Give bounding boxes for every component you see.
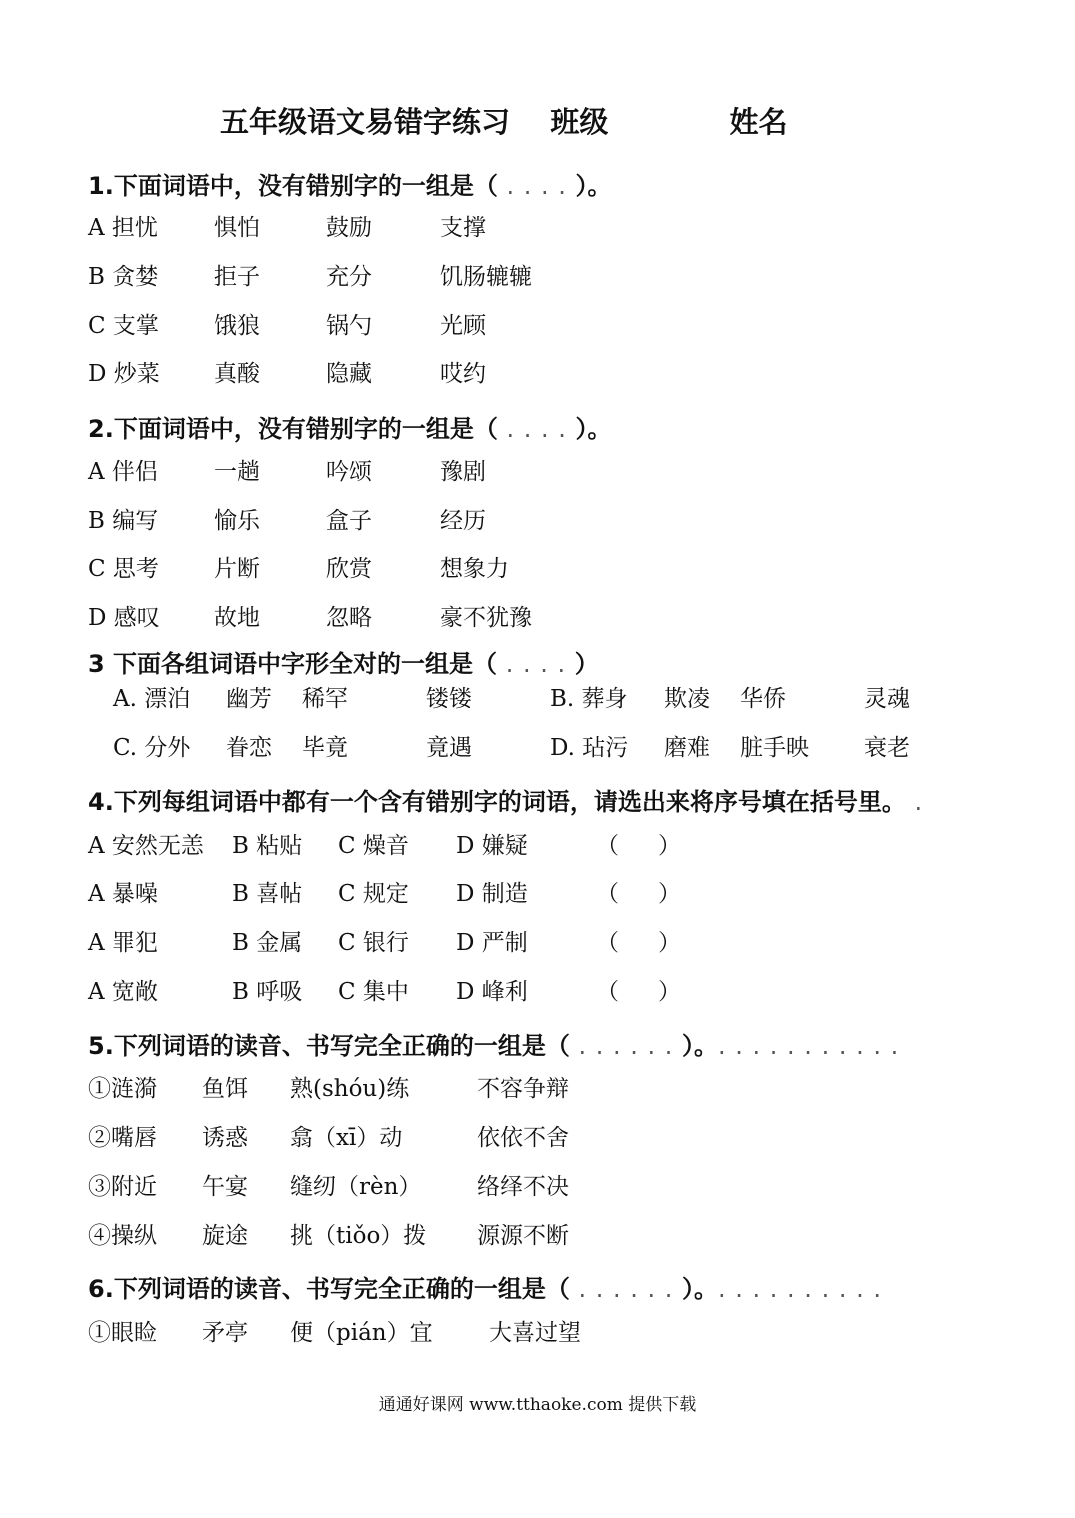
option-word: 欣赏	[326, 556, 372, 582]
option-word: 灵魂	[864, 686, 910, 712]
option-word: 饥肠辘辘	[440, 264, 532, 290]
option-word: 不容争辩	[477, 1076, 569, 1102]
option-word: ①涟漪	[88, 1076, 157, 1102]
question-1-tail: ）。	[575, 172, 612, 200]
option-word: C 燥音	[338, 833, 409, 859]
question-5-option-3	[0, 1170, 1075, 1204]
option-word: A 宽敞	[88, 979, 158, 1005]
answer-blank: . . . .	[497, 415, 576, 443]
option-word: 锅勺	[326, 313, 372, 339]
question-2-option-d	[0, 601, 1075, 635]
option-word: B 编写	[88, 508, 159, 534]
option-word: A 安然无恙	[88, 833, 204, 859]
question-4-prompt	[88, 782, 923, 817]
option-word: A 暴噪	[88, 881, 158, 907]
option-word: 源源不断	[477, 1223, 569, 1249]
answer-blank: . . . . . .	[569, 1032, 683, 1060]
answer-bracket-open: （	[596, 881, 619, 907]
question-4-text: 4.下列每组词语中都有一个含有错别字的词语，请选出来将序号填在括号里。	[88, 788, 906, 816]
question-5-text: 5.下列词语的读音、书写完全正确的一组是（	[88, 1032, 570, 1060]
option-word: 盒子	[326, 508, 372, 534]
option-word: 经历	[440, 508, 486, 534]
answer-bracket-open: （	[596, 833, 619, 859]
option-word: D 炒菜	[88, 361, 160, 387]
option-word: 想象力	[440, 556, 509, 582]
question-1-option-b	[0, 260, 1075, 294]
option-word: 支撑	[440, 215, 486, 241]
option-word: 缝纫（rèn）	[290, 1174, 422, 1200]
option-word: 眷恋	[226, 735, 272, 761]
answer-bracket-close: ）	[658, 930, 681, 956]
option-word: 稀罕	[302, 686, 348, 712]
option-word: D 制造	[456, 881, 528, 907]
option-word: ①眼睑	[88, 1320, 157, 1346]
option-word: 旋途	[202, 1223, 248, 1249]
option-word: A 担忧	[88, 215, 158, 241]
question-4-row-2	[0, 877, 1075, 911]
option-word: 磨难	[664, 735, 710, 761]
option-word: 翕（xī）动	[290, 1125, 403, 1151]
option-word: C 支掌	[88, 313, 159, 339]
option-word: B 粘贴	[232, 833, 303, 859]
question-1-option-c	[0, 309, 1075, 343]
question-1-option-a	[0, 211, 1075, 245]
option-word: 真酸	[214, 361, 260, 387]
option-word: ③附近	[88, 1174, 157, 1200]
question-2-option-c	[0, 552, 1075, 586]
option-word: C 思考	[88, 556, 159, 582]
answer-blank: . . . . . .	[569, 1275, 683, 1303]
question-5-option-2	[0, 1121, 1075, 1155]
option-word: D. 玷污	[550, 735, 629, 761]
question-4-row-3	[0, 926, 1075, 960]
option-word: D 感叹	[88, 605, 160, 631]
option-word: A 罪犯	[88, 930, 158, 956]
answer-bracket-close: ）	[658, 833, 681, 859]
question-6-option-1	[0, 1316, 1075, 1350]
footer-credit: 通通好课网 www.tthaoke.com 提供下载	[378, 1395, 697, 1415]
question-6-prompt	[88, 1269, 882, 1304]
option-word: 便（pián）宜	[290, 1320, 433, 1346]
option-word: 吟颂	[326, 459, 372, 485]
option-word: 诱惑	[202, 1125, 248, 1151]
option-word: 哎约	[440, 361, 486, 387]
question-2-text: 2.下面词语中，没有错别字的一组是（	[88, 415, 498, 443]
option-word: 竟遇	[426, 735, 472, 761]
question-6-text: 6.下列词语的读音、书写完全正确的一组是（	[88, 1275, 570, 1303]
option-word: A. 漂泊	[113, 686, 191, 712]
option-word: 络绎不决	[477, 1174, 569, 1200]
question-5-option-4	[0, 1219, 1075, 1253]
trailing-dots: .	[905, 788, 924, 816]
option-word: D 峰利	[456, 979, 528, 1005]
option-word: C 集中	[338, 979, 409, 1005]
question-6-tail: ）。	[682, 1275, 719, 1303]
option-word: ④操纵	[88, 1223, 157, 1249]
answer-blank: . . . .	[497, 172, 576, 200]
option-word: C 银行	[338, 930, 409, 956]
answer-bracket-open: （	[596, 930, 619, 956]
option-word: 充分	[326, 264, 372, 290]
question-4-row-1	[0, 829, 1075, 863]
option-word: 毕竟	[302, 735, 348, 761]
option-word: 衰老	[864, 735, 910, 761]
option-word: 鼓励	[326, 215, 372, 241]
trailing-dots: . . . . . . . . . .	[718, 1275, 882, 1303]
question-3-tail: ）	[574, 650, 599, 678]
option-word: A 伴侣	[88, 459, 158, 485]
option-word: 故地	[214, 605, 260, 631]
option-word: B. 葬身	[550, 686, 628, 712]
option-word: 忽略	[326, 605, 372, 631]
answer-blank: . . . .	[497, 650, 575, 678]
option-word: 华侨	[740, 686, 786, 712]
option-word: 惧怕	[214, 215, 260, 241]
question-5-prompt	[88, 1026, 899, 1061]
option-word: 午宴	[202, 1174, 248, 1200]
option-word: 矛亭	[202, 1320, 248, 1346]
option-word: 片断	[214, 556, 260, 582]
question-2-option-b	[0, 504, 1075, 538]
option-word: 鱼饵	[202, 1076, 248, 1102]
question-1-option-d	[0, 357, 1075, 391]
question-5-option-1	[0, 1072, 1075, 1106]
option-word: B 喜帖	[232, 881, 303, 907]
answer-bracket-close: ）	[658, 979, 681, 1005]
option-word: D 嫌疑	[456, 833, 528, 859]
option-word: B 贪婪	[88, 264, 159, 290]
question-1-text: 1.下面词语中，没有错别字的一组是（	[88, 172, 498, 200]
question-1-prompt	[88, 166, 612, 201]
option-word: 熟(shóu)练	[290, 1076, 410, 1102]
option-word: 幽芳	[226, 686, 272, 712]
option-word: 愉乐	[214, 508, 260, 534]
question-3-text: 3 下面各组词语中字形全对的一组是（	[88, 650, 498, 678]
question-3-row-1	[0, 682, 1075, 716]
option-word: B 金属	[232, 930, 303, 956]
option-word: 挑（tiǒo）拨	[290, 1223, 427, 1249]
option-word: 脏手映	[740, 735, 809, 761]
option-word: B 呼吸	[232, 979, 303, 1005]
option-word: C. 分外	[113, 735, 191, 761]
option-word: 豪不犹豫	[440, 605, 532, 631]
question-2-tail: ）。	[575, 415, 612, 443]
trailing-dots: . . . . . . . . . . .	[718, 1032, 900, 1060]
option-word: 隐藏	[326, 361, 372, 387]
question-2-option-a	[0, 455, 1075, 489]
option-word: 镂镂	[426, 686, 472, 712]
option-word: D 严制	[456, 930, 528, 956]
question-2-prompt	[88, 409, 612, 444]
option-word: 大喜过望	[489, 1320, 581, 1346]
option-word: C 规定	[338, 881, 409, 907]
answer-bracket-open: （	[596, 979, 619, 1005]
question-5-tail: ）。	[682, 1032, 719, 1060]
question-4-row-4	[0, 975, 1075, 1009]
option-word: 依依不舍	[477, 1125, 569, 1151]
option-word: 欺凌	[664, 686, 710, 712]
option-word: 拒子	[214, 264, 260, 290]
answer-bracket-close: ）	[658, 881, 681, 907]
option-word: 光顾	[440, 313, 486, 339]
page-title: 五年级语文易错字练习 班级 姓名	[220, 105, 788, 139]
question-3-row-2	[0, 731, 1075, 765]
option-word: 豫剧	[440, 459, 486, 485]
option-word: 一趟	[214, 459, 260, 485]
option-word: 饿狼	[214, 313, 260, 339]
question-3-prompt	[88, 644, 599, 679]
option-word: ②嘴唇	[88, 1125, 157, 1151]
